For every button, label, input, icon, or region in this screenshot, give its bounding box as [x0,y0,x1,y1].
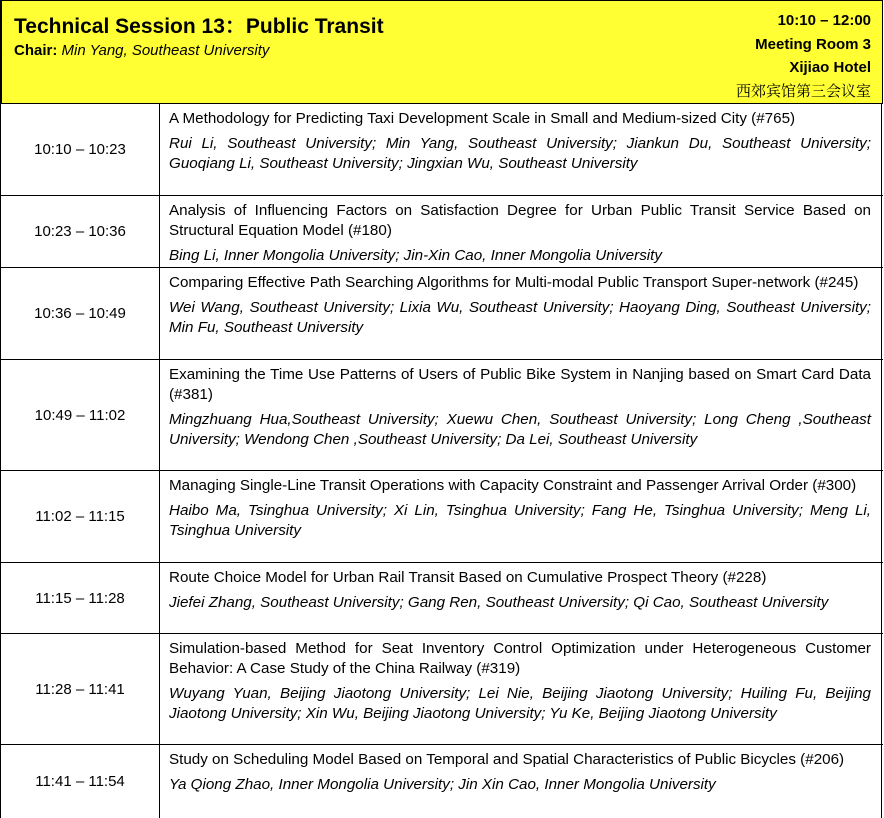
talk-time: 10:36 – 10:49 [1,268,160,359]
talk-authors: Haibo Ma, Tsinghua University; Xi Lin, Tsinghua University; Fang He, Tsinghua University; Meng Li, Tsinghua University [169,502,871,539]
session-room: Meeting Room 3 [755,35,871,53]
talk-row [1,471,883,563]
chair-name: Min Yang, Southeast University [61,42,270,59]
talk-content [169,568,871,613]
talk-content [169,476,871,541]
talk-authors: Ya Qiong Zhao, Inner Mongolia University; Jin Xin Cao, Inner Mongolia University [169,776,716,793]
talk-row [1,563,883,634]
talk-authors: Bing Li, Inner Mongolia University; Jin-Xin Cao, Inner Mongolia University [169,247,662,264]
talk-time: 10:23 – 10:36 [1,196,160,267]
talk-title: Analysis of Influencing Factors on Satisfaction Degree for Urban Public Transit Service Based on Structural Equation Model (#180) [169,202,871,239]
talk-row [1,360,883,471]
talk-title: Route Choice Model for Urban Rail Transit Based on Cumulative Prospect Theory (#228) [169,569,767,586]
talk-row [1,268,883,360]
talk-content [169,109,871,174]
session-header [1,0,883,104]
talk-authors: Wei Wang, Southeast University; Lixia Wu, Southeast University; Haoyang Ding, Southeast University; Min Fu, Southeast University [169,299,871,336]
session-venue [736,9,871,103]
talk-content [169,750,871,795]
session-chair [14,42,269,59]
talk-authors: Wuyang Yuan, Beijing Jiaotong University; Lei Nie, Beijing Jiaotong University; Huiling Fu, Beijing Jiaotong University; Xin Wu, Beijing Jiaotong University; Yu Ke, Beijing Jiaotong University [169,685,871,722]
talk-authors: Rui Li, Southeast University; Min Yang, Southeast University; Jiankun Du, Southeast University; Guoqiang Li, Southeast University; Jingxian Wu, Southeast University [169,135,871,172]
talk-content [169,201,871,266]
talk-time: 11:15 – 11:28 [1,563,160,633]
talk-authors: Jiefei Zhang, Southeast University; Gang Ren, Southeast University; Qi Cao, Southeast University [169,594,829,611]
talk-content [169,639,871,724]
talk-row [1,634,883,745]
talk-row [1,104,883,196]
talk-time: 11:28 – 11:41 [1,634,160,744]
talk-title: Comparing Effective Path Searching Algorithms for Multi-modal Public Transport Super-network (#245) [169,274,859,291]
talk-title: Examining the Time Use Patterns of Users of Public Bike System in Nanjing based on Smart Card Data (#381) [169,366,871,403]
talk-title: Simulation-based Method for Seat Inventory Control Optimization under Heterogeneous Customer Behavior: A Case Study of the China Railway (#319) [169,640,871,677]
talk-title: Managing Single-Line Transit Operations with Capacity Constraint and Passenger Arrival Order (#300) [169,477,857,494]
talk-content [169,273,871,338]
session-room-cn: 西郊宾馆第三会议室 [735,81,871,100]
talk-authors: Mingzhuang Hua,Southeast University; Xuewu Chen, Southeast University; Long Cheng ,Southeast University; Wendong Chen ,Southeast University; Da Lei, Southeast University [169,411,871,448]
talk-row [1,196,883,268]
session-title: Technical Session 13：Public Transit [14,15,384,38]
talk-content [169,365,871,450]
chair-label: Chair: [14,42,58,59]
talk-time: 10:10 – 10:23 [1,104,160,195]
talk-time: 10:49 – 11:02 [1,360,160,470]
talk-title: Study on Scheduling Model Based on Temporal and Spatial Characteristics of Public Bicycles (#206) [169,751,845,768]
talk-row [1,745,883,818]
talk-time: 11:41 – 11:54 [1,745,160,818]
session-time: 10:10 – 12:00 [777,12,871,29]
talk-time: 11:02 – 11:15 [1,471,160,562]
talk-title: A Methodology for Predicting Taxi Development Scale in Small and Medium-sized City (#765) [169,110,796,127]
session-hotel: Xijiao Hotel [789,59,871,76]
